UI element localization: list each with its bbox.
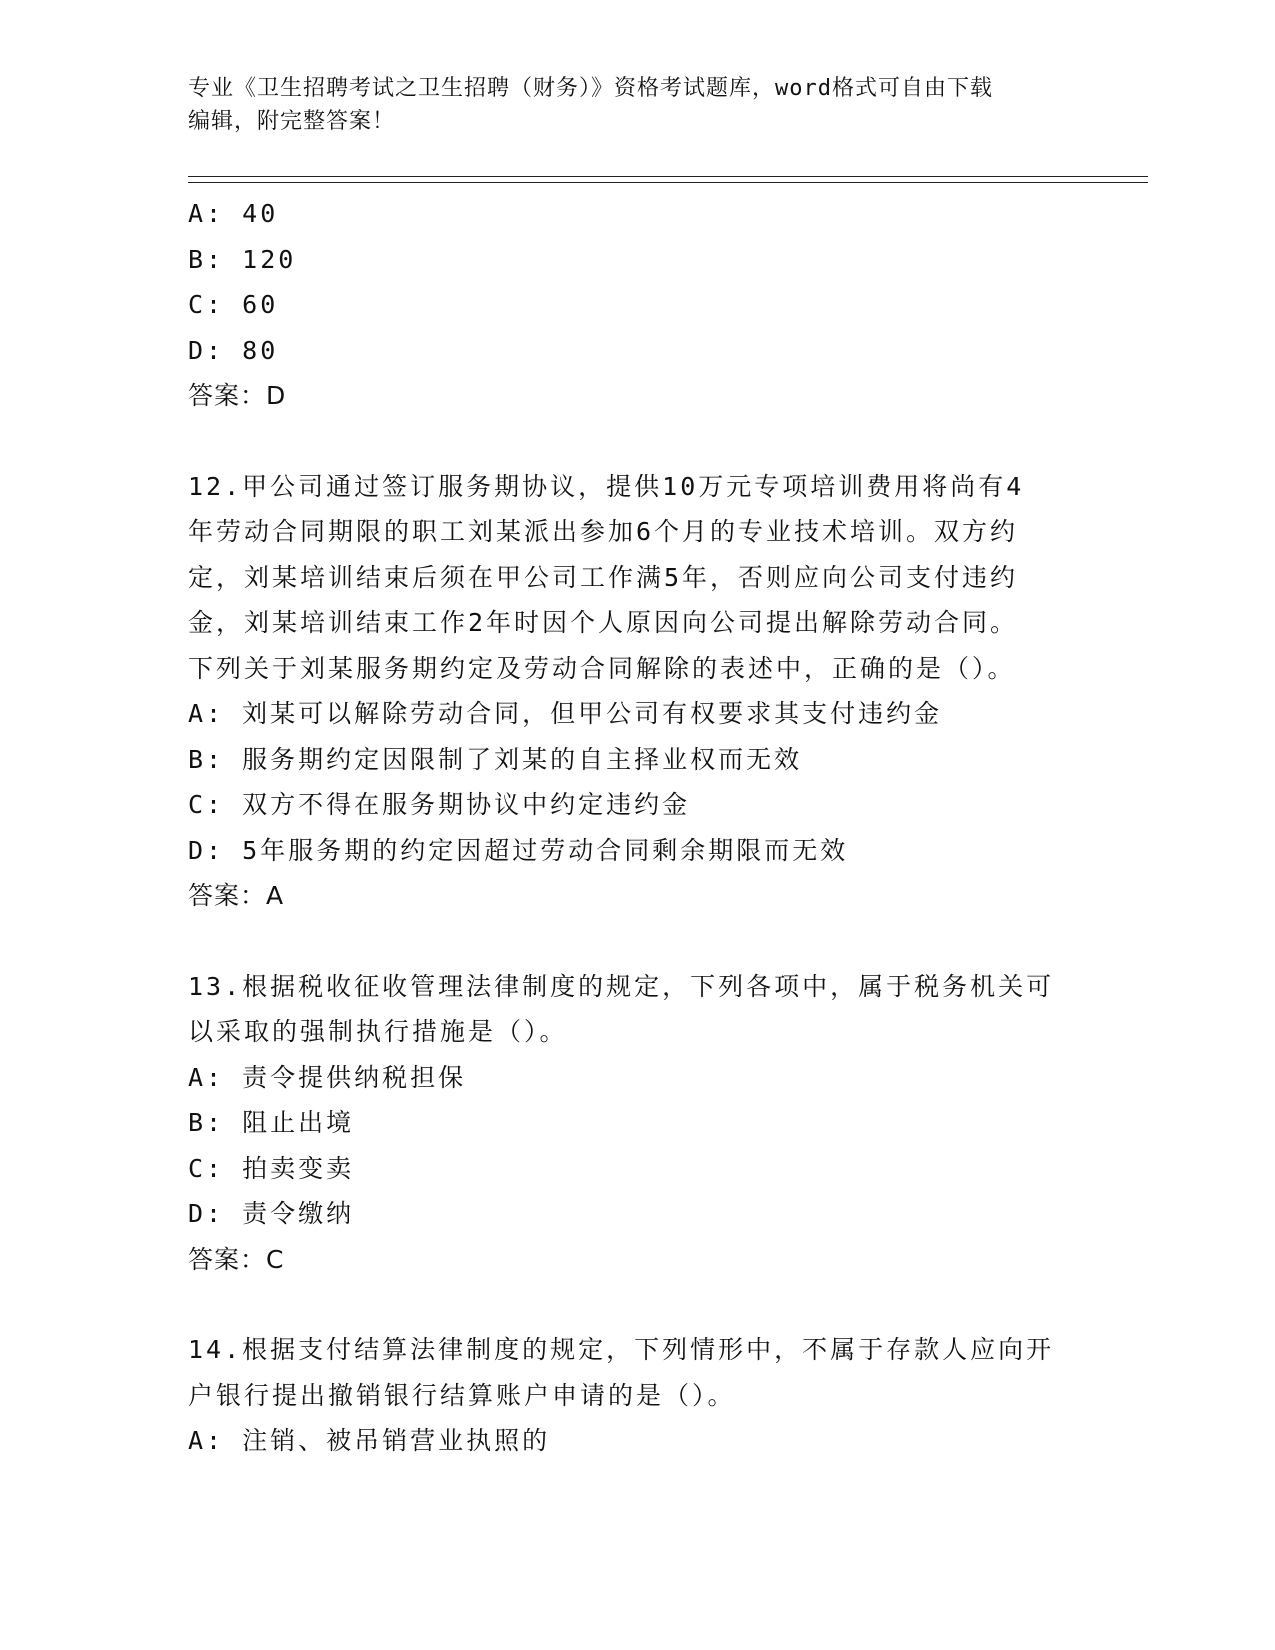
answer-line: 答案：C [188, 1244, 285, 1274]
option-c: C: 拍卖变卖 [188, 1153, 355, 1183]
option-b: B: 120 [188, 244, 297, 274]
option-a: A: 40 [188, 199, 279, 228]
header-divider-top [188, 176, 1148, 177]
question-text-line: 14.根据支付结算法律制度的规定，下列情形中，不属于存款人应向开 [188, 1335, 1055, 1364]
answer-line: 答案：D [188, 381, 287, 410]
question-text-line: 下列关于刘某服务期约定及劳动合同解除的表述中，正确的是（）。 [188, 653, 1016, 683]
option-c: C: 双方不得在服务期协议中约定违约金 [188, 790, 691, 819]
option-b: B: 服务期约定因限制了刘某的自主择业权而无效 [188, 744, 803, 774]
option-d: D: 责令缴纳 [188, 1199, 355, 1228]
header-line-1: 专业《卫生招聘考试之卫生招聘（财务）》资格考试题库，word格式可自由下载 [188, 76, 993, 101]
prev-question [188, 191, 1088, 419]
question-text-line: 户银行提出撤销银行结算账户申请的是（）。 [188, 1380, 736, 1410]
option-d: D: 5年服务期的约定因超过劳动合同剩余期限而无效 [188, 835, 849, 865]
option-b: B: 阻止出境 [188, 1108, 355, 1137]
option-a: A: 责令提供纳税担保 [188, 1062, 467, 1092]
option-d: D: 80 [188, 335, 279, 365]
question-text-line: 13.根据税收征收管理法律制度的规定，下列各项中，属于税务机关可 [188, 971, 1055, 1001]
question-13 [188, 964, 1088, 1283]
document-header [188, 72, 1088, 138]
question-text-line: 年劳动合同期限的职工刘某派出参加6个月的专业技术培训。双方约 [188, 517, 1019, 546]
question-text-line: 以采取的强制执行措施是（）。 [188, 1017, 568, 1046]
option-c: C: 60 [188, 290, 279, 319]
option-a: A: 注销、被吊销营业执照的 [188, 1426, 551, 1455]
question-text-line: 金，刘某培训结束工作2年时因个人原因向公司提出解除劳动合同。 [188, 608, 1019, 637]
header-line-2: 编辑，附完整答案！ [188, 109, 396, 134]
header-divider-bottom [188, 182, 1148, 183]
answer-line: 答案：A [188, 881, 285, 910]
question-12 [188, 464, 1088, 919]
question-text-line: 12.甲公司通过签订服务期协议，提供10万元专项培训费用将尚有4 [188, 471, 1025, 501]
option-a: A: 刘某可以解除劳动合同，但甲公司有权要求其支付违约金 [188, 699, 943, 728]
question-14 [188, 1327, 1088, 1464]
question-list [188, 191, 1088, 1464]
question-text-line: 定，刘某培训结束后须在甲公司工作满5年，否则应向公司支付违约 [188, 562, 1019, 592]
